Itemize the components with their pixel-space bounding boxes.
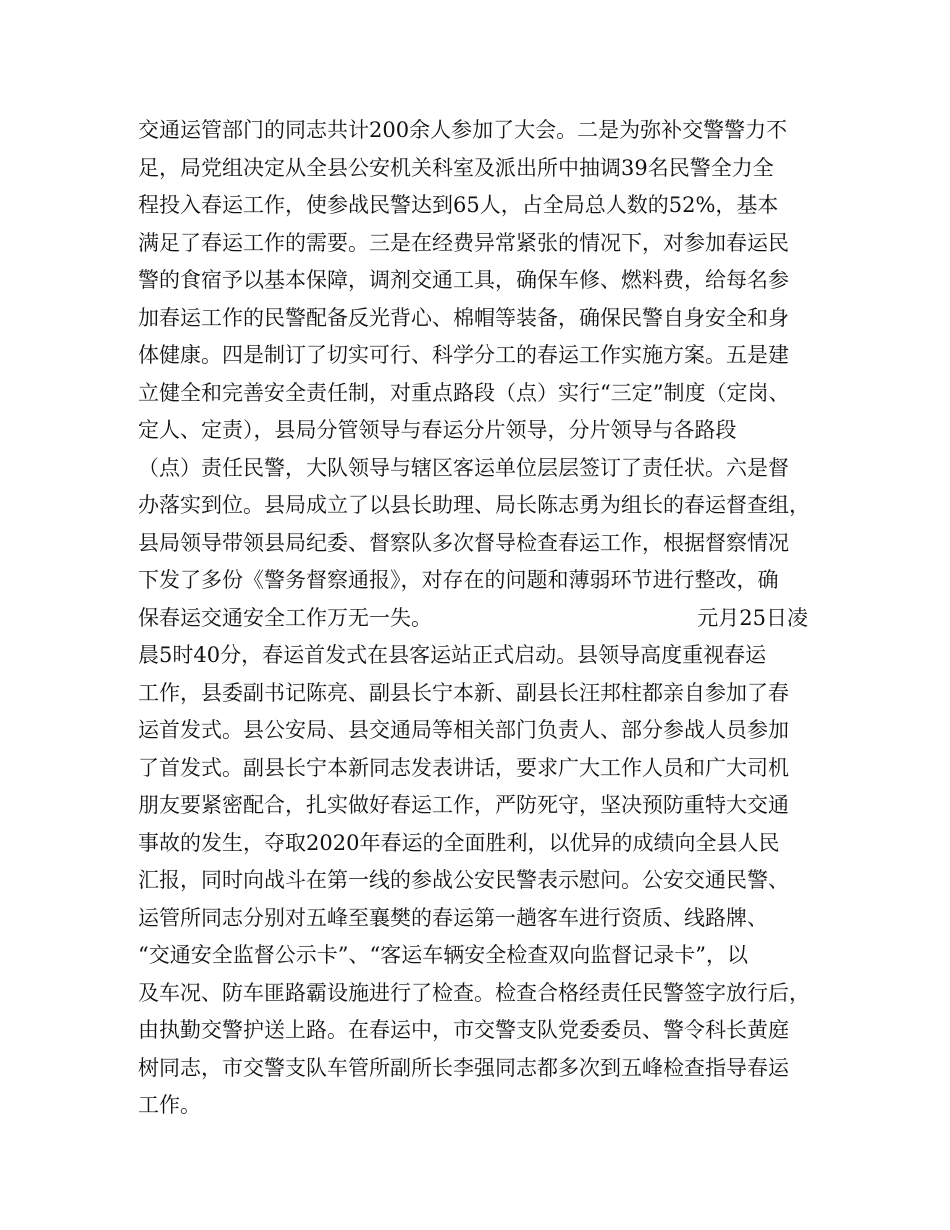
text-line: 由执勤交警护送上路。在春运中，市交警支队党委委员、警令科长黄庭	[138, 1018, 789, 1042]
text-line: 程投入春运工作，使参战民警达到65人，占全局总人数的52%，基本	[138, 193, 779, 217]
paragraph-start-text: 元月25日凌	[697, 605, 808, 630]
text-line: 警的食宿予以基本保障，调剂交通工具，确保车修、燃料费，给每名参	[138, 268, 789, 292]
text-line: 朋友要紧密配合，扎实做好春运工作，严防死守，坚决预防重特大交通	[138, 793, 789, 817]
text-line: 满足了春运工作的需要。三是在经费异常紧张的情况下，对参加春运民	[138, 230, 789, 255]
text-line: 足，局党组决定从全县公安机关科室及派出所中抽调39名民警全力全	[138, 155, 774, 180]
text-line: 事故的发生，夺取2020年春运的全面胜利，以优异的成绩向全县人民	[138, 830, 780, 855]
text-line: 运首发式。县公安局、县交通局等相关部门负责人、部分参战人员参加	[138, 718, 789, 742]
text-line: 及车况、防车匪路霸设施进行了检查。检查合格经责任民警签字放行后，	[138, 980, 810, 1005]
text-line: 加春运工作的民警配备反光背心、棉帽等装备，确保民警自身安全和身	[138, 305, 789, 330]
text-line: 汇报，同时向战斗在第一线的参战公安民警表示慰问。公安交通民警、	[138, 868, 789, 892]
text-line: 交通运管部门的同志共计200余人参加了大会。二是为弥补交警警力不	[138, 118, 788, 142]
text-line: 下发了多份《警务督察通报》，对存在的问题和薄弱环节进行整改，确	[138, 568, 779, 592]
text-line: 了首发式。副县长宁本新同志发表讲话，要求广大工作人员和广大司机	[138, 755, 789, 780]
text-line: 立健全和完善安全责任制，对重点路段（点）实行“三定”制度（定岗、	[138, 380, 790, 405]
text-line: 办落实到位。县局成立了以县长助理、局长陈志勇为组长的春运督查组，	[138, 493, 810, 517]
body-text	[138, 112, 828, 1125]
text-line: 定人、定责），县局分管领导与春运分片领导，分片领导与各路段	[138, 418, 737, 442]
text-line: 晨5时40分，春运首发式在县客运站正式启动。县领导高度重视春运	[138, 643, 767, 667]
text-line: 树同志，市交警支队车管所副所长李强同志都多次到五峰检查指导春运	[138, 1055, 789, 1080]
text-line: “交通安全监督公示卡”、“客运车辆安全检查双向监督记录卡”，以	[138, 943, 748, 967]
text-line-split	[138, 600, 808, 638]
text-line: （点）责任民警，大队领导与辖区客运单位层层签订了责任状。六是督	[138, 455, 789, 480]
text-line: 体健康。四是制订了切实可行、科学分工的春运工作实施方案。五是建	[138, 343, 789, 367]
text-line: 工作，县委副书记陈亮、副县长宁本新、副县长汪邦柱都亲自参加了春	[138, 680, 789, 705]
text-line: 运管所同志分别对五峰至襄樊的春运第一趟客车进行资质、线路牌、	[138, 905, 768, 930]
text-line: 县局领导带领县局纪委、督察队多次督导检查春运工作，根据督察情况	[138, 530, 789, 555]
paragraph-end-text: 保春运交通安全工作万无一失。	[138, 605, 432, 630]
text-line: 工作。	[138, 1093, 201, 1117]
